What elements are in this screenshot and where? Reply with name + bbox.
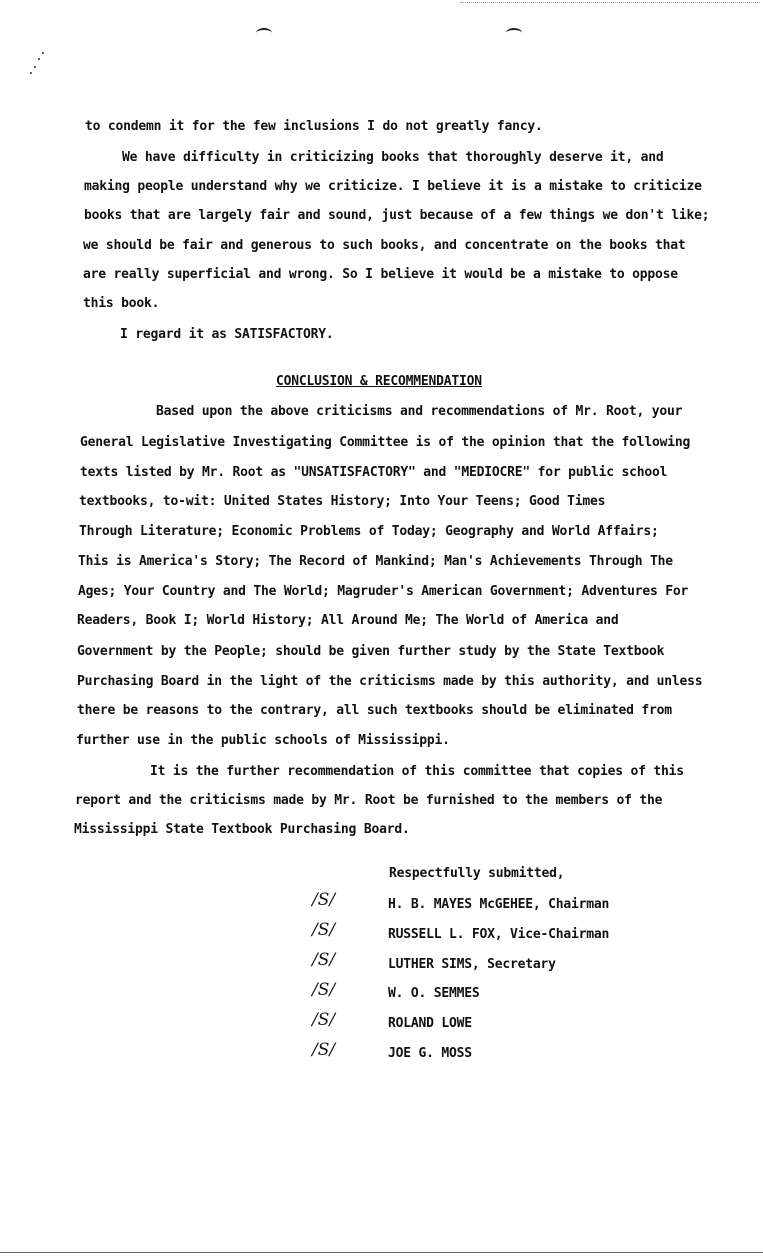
body-text-line: Through Literature; Economic Problems of Today; Geography and World Affairs;: [79, 524, 659, 539]
body-text-line: General Legislative Investigating Committee is of the opinion that the following: [80, 435, 691, 450]
signatory-name: JOE G. MOSS: [388, 1046, 472, 1061]
rating-line: I regard it as SATISFACTORY.: [120, 327, 334, 342]
body-text-line: we should be fair and generous to such books, and concentrate on the books that: [83, 238, 686, 253]
body-text-line: It is the further recommendation of this committee that copies of this: [150, 764, 684, 779]
signature-mark: /S/: [312, 980, 336, 1000]
body-text-line: Purchasing Board in the light of the criticisms made by this authority, and unless: [77, 674, 703, 689]
signatory-name: ROLAND LOWE: [388, 1016, 472, 1031]
body-text-line: report and the criticisms made by Mr. Root be furnished to the members of the: [75, 793, 663, 808]
body-text-line: textbooks, to-wit: United States History; Into Your Teens; Good Times: [79, 494, 606, 509]
signature-mark: /S/: [312, 920, 336, 940]
body-text-line: this book.: [83, 296, 160, 311]
body-text-line: there be reasons to the contrary, all such textbooks should be eliminated from: [77, 703, 672, 718]
signature-mark: /S/: [312, 1010, 336, 1030]
scan-speck: [38, 58, 40, 60]
signature-mark: /S/: [312, 950, 336, 970]
body-text-line: to condemn it for the few inclusions I do not greatly fancy.: [85, 119, 543, 134]
signature-mark: /S/: [312, 890, 336, 910]
body-text-line: further use in the public schools of Mississippi.: [76, 733, 450, 748]
body-text-line: This is America's Story; The Record of Mankind; Man's Achievements Through The: [78, 554, 673, 569]
scan-edge-dots: [460, 2, 760, 3]
signatory-name: W. O. SEMMES: [388, 986, 480, 1001]
signatory-name: RUSSELL L. FOX, Vice-Chairman: [388, 927, 610, 942]
body-text-line: We have difficulty in criticizing books that thoroughly deserve it, and: [122, 150, 664, 165]
scan-bottom-edge: [0, 1252, 763, 1253]
body-text-line: texts listed by Mr. Root as "UNSATISFACTORY" and "MEDIOCRE" for public school: [80, 465, 668, 480]
signatory-name: H. B. MAYES McGEHEE, Chairman: [388, 897, 610, 912]
scan-speck: [30, 72, 32, 74]
body-text-line: making people understand why we criticize. I believe it is a mistake to criticize: [84, 179, 702, 194]
punch-mark-right: [506, 28, 522, 38]
section-heading: CONCLUSION & RECOMMENDATION: [276, 374, 482, 389]
punch-mark-left: [256, 28, 272, 38]
body-text-line: books that are largely fair and sound, just because of a few things we don't like;: [84, 208, 710, 223]
body-text-line: Readers, Book I; World History; All Around Me; The World of America and: [77, 613, 619, 628]
body-text-line: Ages; Your Country and The World; Magruder's American Government; Adventures For: [78, 584, 689, 599]
body-text-line: Government by the People; should be given further study by the State Textbook: [77, 644, 665, 659]
body-text-line: Mississippi State Textbook Purchasing Board.: [74, 822, 410, 837]
body-text-line: Based upon the above criticisms and recommendations of Mr. Root, your: [156, 404, 683, 419]
signatory-name: LUTHER SIMS, Secretary: [388, 957, 556, 972]
scan-speck: [34, 66, 36, 68]
body-text-line: are really superficial and wrong. So I believe it would be a mistake to oppose: [83, 267, 678, 282]
scan-speck: [42, 52, 44, 54]
closing-line: Respectfully submitted,: [389, 866, 565, 881]
signature-mark: /S/: [312, 1040, 336, 1060]
